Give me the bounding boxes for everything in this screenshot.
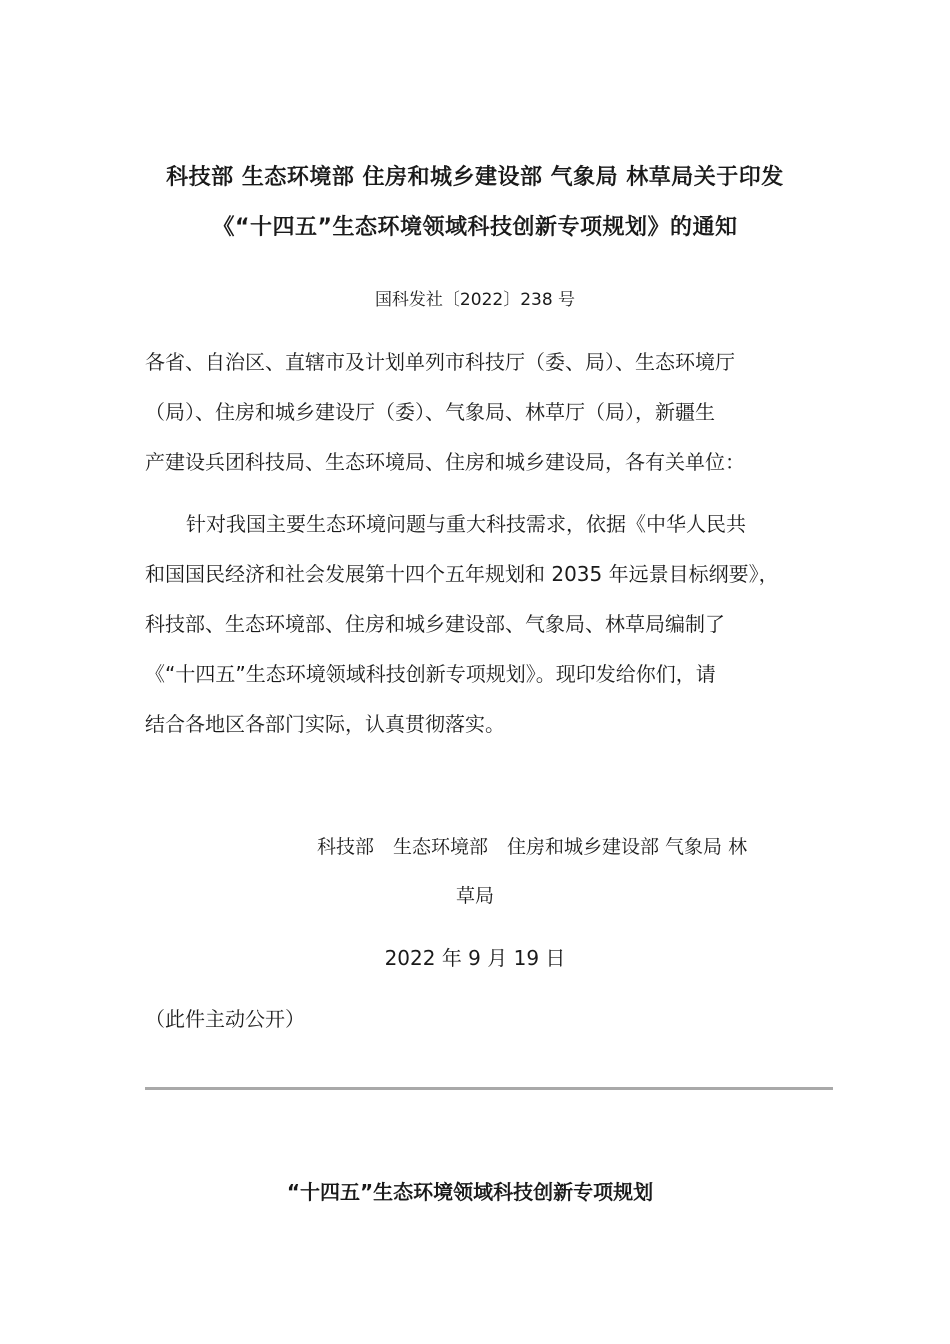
public-disclosure-note: （此件主动公开） bbox=[145, 1007, 305, 1031]
recipients-line: 各省、自治区、直辖市及计划单列市科技厅（委、局）、生态环境厅 bbox=[145, 350, 735, 374]
notice-title-line-2: 《“十四五”生态环境领域科技创新专项规划》的通知 bbox=[212, 215, 738, 240]
notice-title-line-1: 科技部 生态环境部 住房和城乡建设部 气象局 林草局关于印发 bbox=[166, 165, 784, 190]
recipients-line: 产建设兵团科技局、生态环境局、住房和城乡建设局，各有关单位： bbox=[145, 450, 745, 474]
signature-line-2: 草局 bbox=[456, 885, 495, 907]
body-line: 《“十四五”生态环境领域科技创新专项规划》。现印发给你们，请 bbox=[145, 662, 716, 686]
body-line: 科技部、生态环境部、住房和城乡建设部、气象局、林草局编制了 bbox=[145, 612, 725, 636]
body-line: 针对我国主要生态环境问题与重大科技需求，依据《中华人民共 bbox=[186, 512, 746, 536]
signature-line-1: 科技部 生态环境部 住房和城乡建设部 气象局 林 bbox=[317, 836, 748, 858]
body-line: 和国国民经济和社会发展第十四个五年规划和 2035 年远景目标纲要》， bbox=[145, 562, 779, 586]
plan-title: “十四五”生态环境领域科技创新专项规划 bbox=[286, 1180, 654, 1204]
section-divider bbox=[145, 1087, 833, 1090]
body-line: 结合各地区各部门实际，认真贯彻落实。 bbox=[145, 712, 505, 736]
recipients-line: （局）、住房和城乡建设厅（委）、气象局、林草厅（局），新疆生 bbox=[145, 400, 715, 424]
issue-date: 2022 年 9 月 19 日 bbox=[384, 946, 566, 970]
document-number: 国科发社〔2022〕238 号 bbox=[374, 290, 576, 310]
